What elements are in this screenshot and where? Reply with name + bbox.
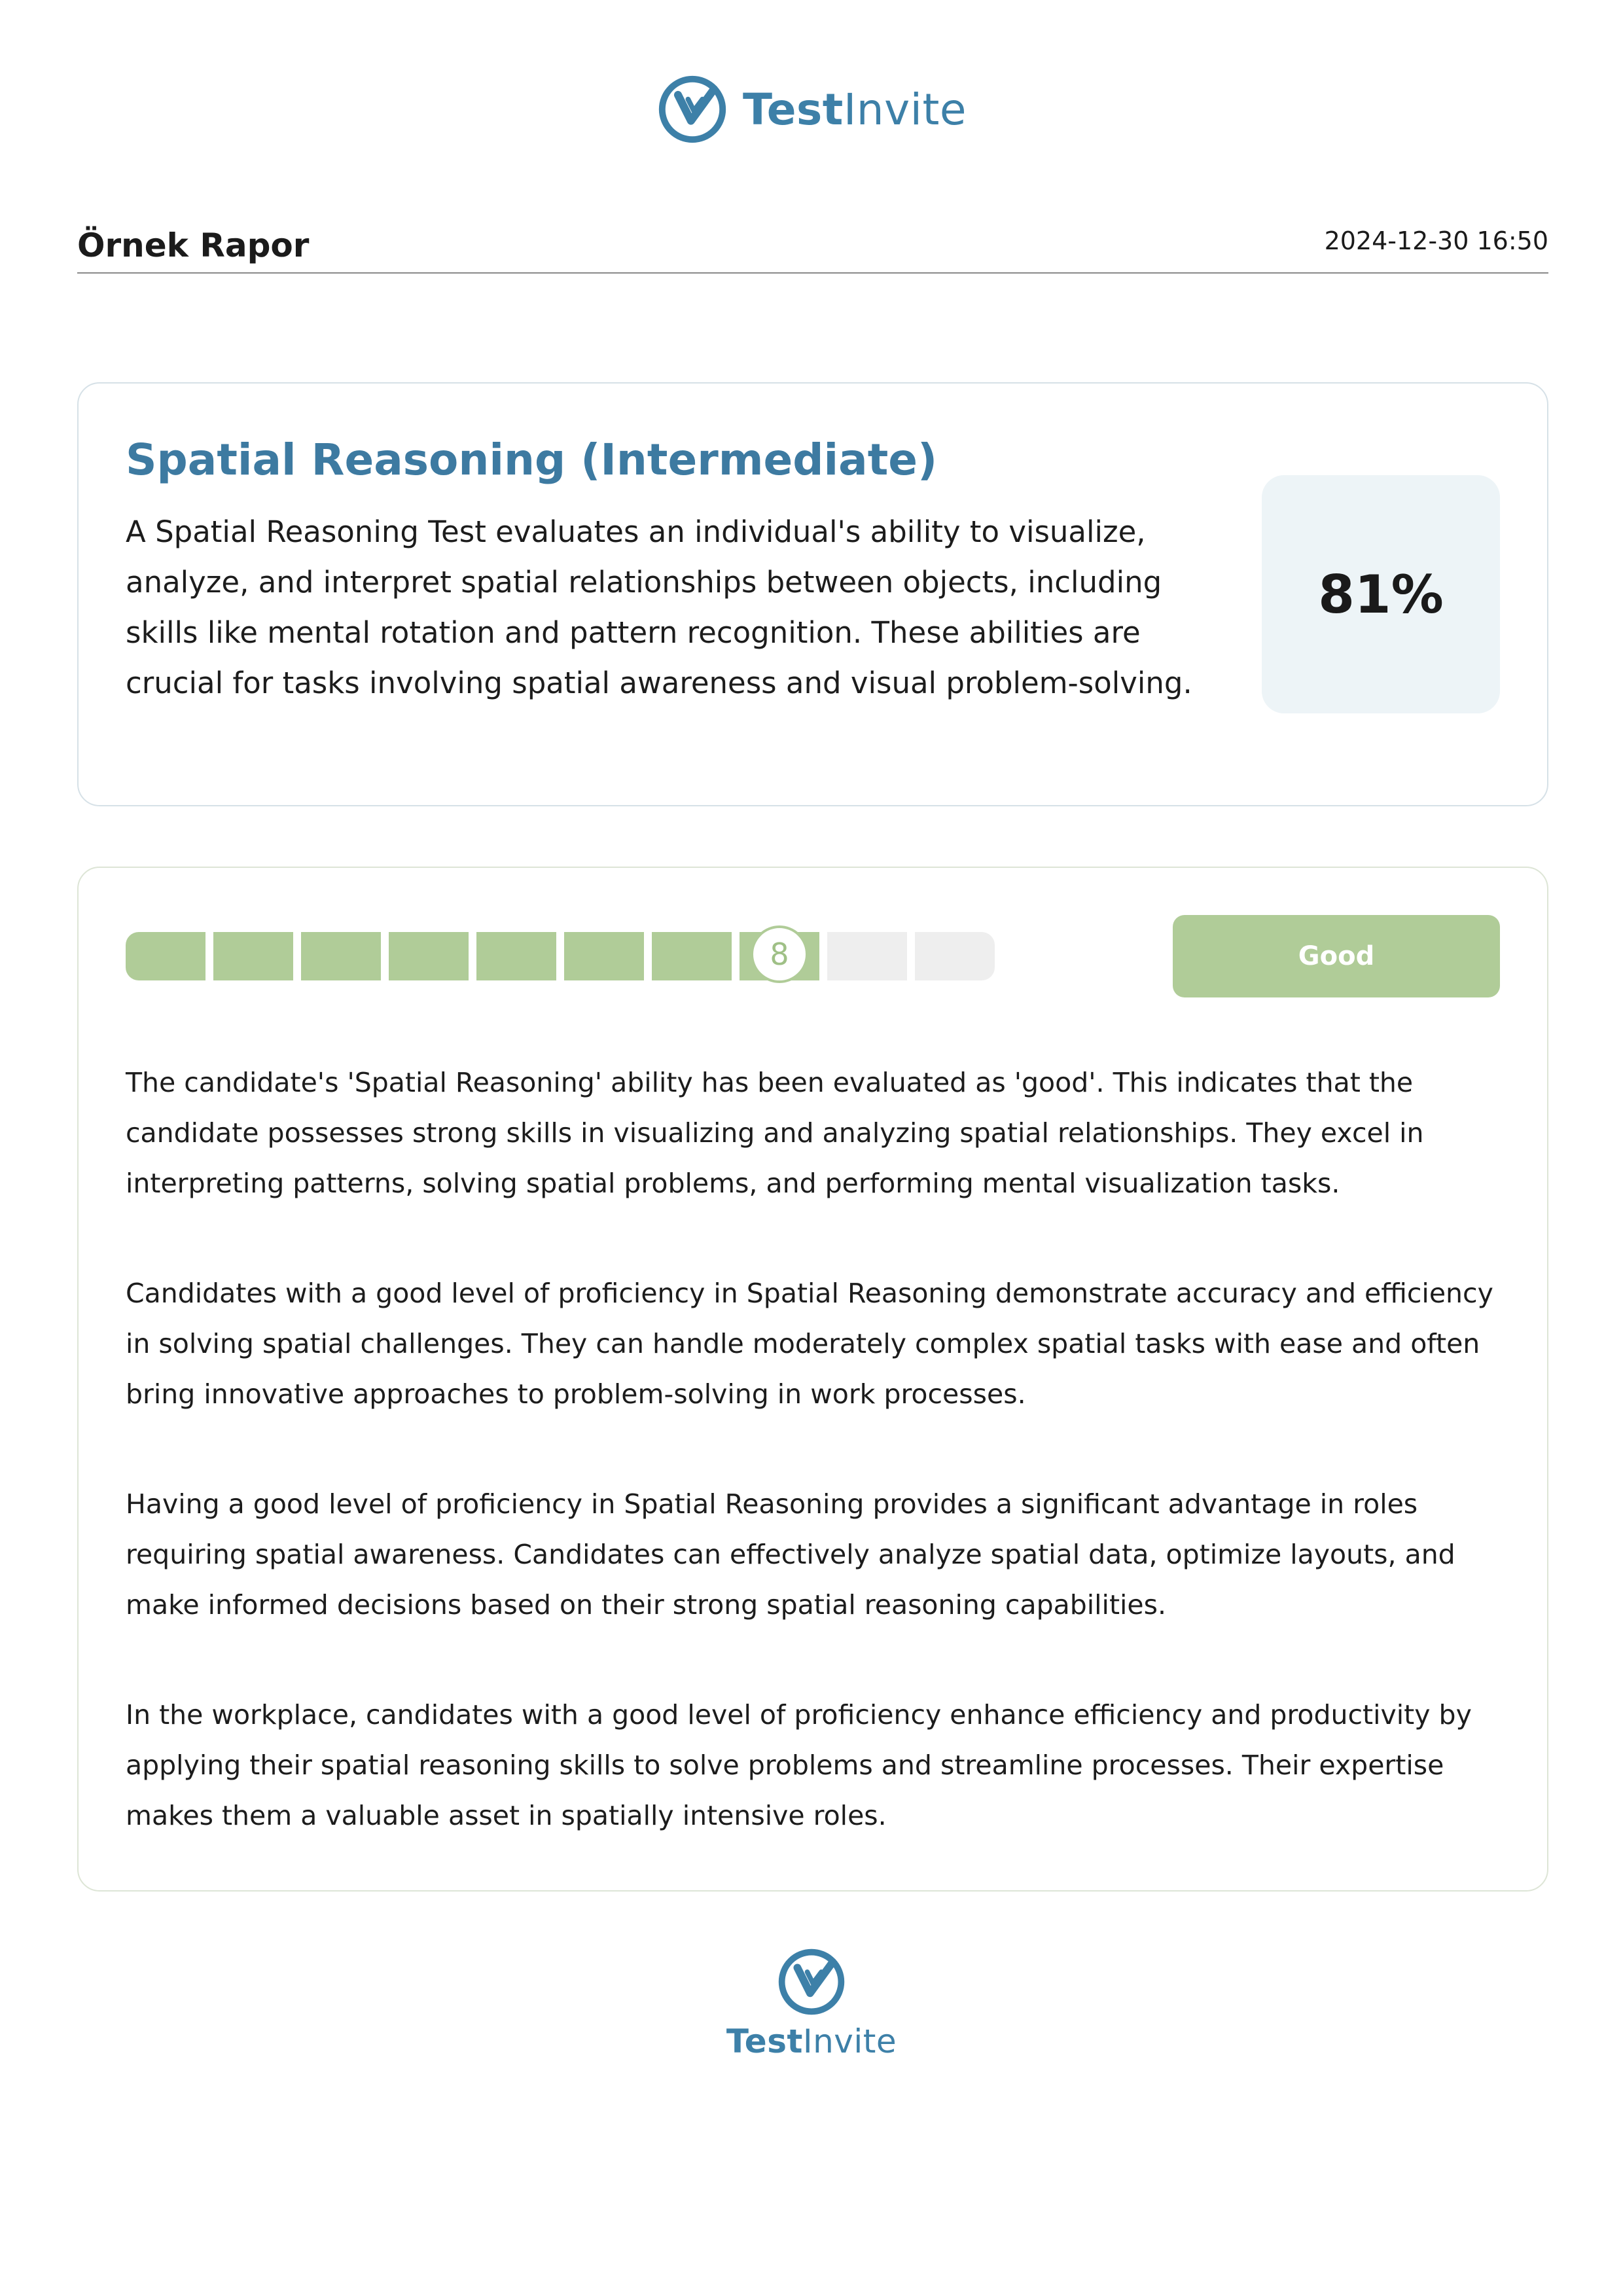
evaluation-paragraph: Having a good level of proficiency in Spatial Reasoning provides a significant advantage in roles requiring spatial awareness. Candidates can effectively analyze spatial data, optimize layouts, and make informed decisions based on their strong spatial reasoning capabilities. [126, 1488, 1455, 1621]
brand-wordmark: TestInvite [742, 84, 967, 135]
level-badge: Good [1173, 915, 1500, 997]
score-box [1262, 475, 1500, 713]
evaluation-paragraph: The candidate's 'Spatial Reasoning' ability has been evaluated as 'good'. This indicates that the candidate possesses strong skills in visualizing and analyzing spatial relationships. They excel in interpreting patterns, solving spatial problems, and performing mental visualization tasks. [126, 1067, 1424, 1199]
evaluation-paragraphs [126, 1058, 1507, 1901]
level-segment [652, 932, 732, 980]
level-detail-card [77, 867, 1548, 1892]
level-segment [827, 932, 907, 980]
test-description: A Spatial Reasoning Test evaluates an individual's ability to visualize, analyze, and interpret spatial relationships between objects, including skills like mental rotation and pattern recognition. These abilities are crucial for tasks involving spatial awareness and visual problem-solving. [126, 514, 1192, 700]
level-segment [126, 932, 205, 980]
level-segment [476, 932, 556, 980]
score-value: 81% [1318, 564, 1444, 625]
level-segment [213, 932, 293, 980]
evaluation-paragraph: In the workplace, candidates with a good level of proficiency enhance efficiency and productivity by applying their spatial reasoning skills to solve problems and streamline processes. Their expertise makes them a valuable asset in spatially intensive roles. [126, 1699, 1472, 1831]
report-datetime: 2024-12-30 16:50 [1324, 226, 1548, 255]
test-title: Spatial Reasoning (Intermediate) [126, 435, 938, 485]
test-summary-card [77, 382, 1548, 806]
testinvite-check-icon [776, 1946, 847, 2017]
level-segment [915, 932, 995, 980]
level-segment [564, 932, 644, 980]
footer-logo [0, 1946, 1623, 2060]
testinvite-check-icon [656, 73, 728, 145]
header-logo [0, 73, 1623, 145]
brand-wordmark: TestInvite [726, 2022, 897, 2060]
report-title: Örnek Rapor [77, 226, 310, 264]
evaluation-paragraph: Candidates with a good level of proficiency in Spatial Reasoning demonstrate accuracy and efficiency in solving spatial challenges. They can handle moderately complex spatial tasks with ease and often bring innovative approaches to problem-solving in work processes. [126, 1278, 1493, 1410]
level-segment [301, 932, 381, 980]
level-marker: 8 [751, 925, 808, 983]
level-progress-bar [126, 932, 997, 980]
report-header [77, 223, 1548, 274]
level-segment [389, 932, 469, 980]
